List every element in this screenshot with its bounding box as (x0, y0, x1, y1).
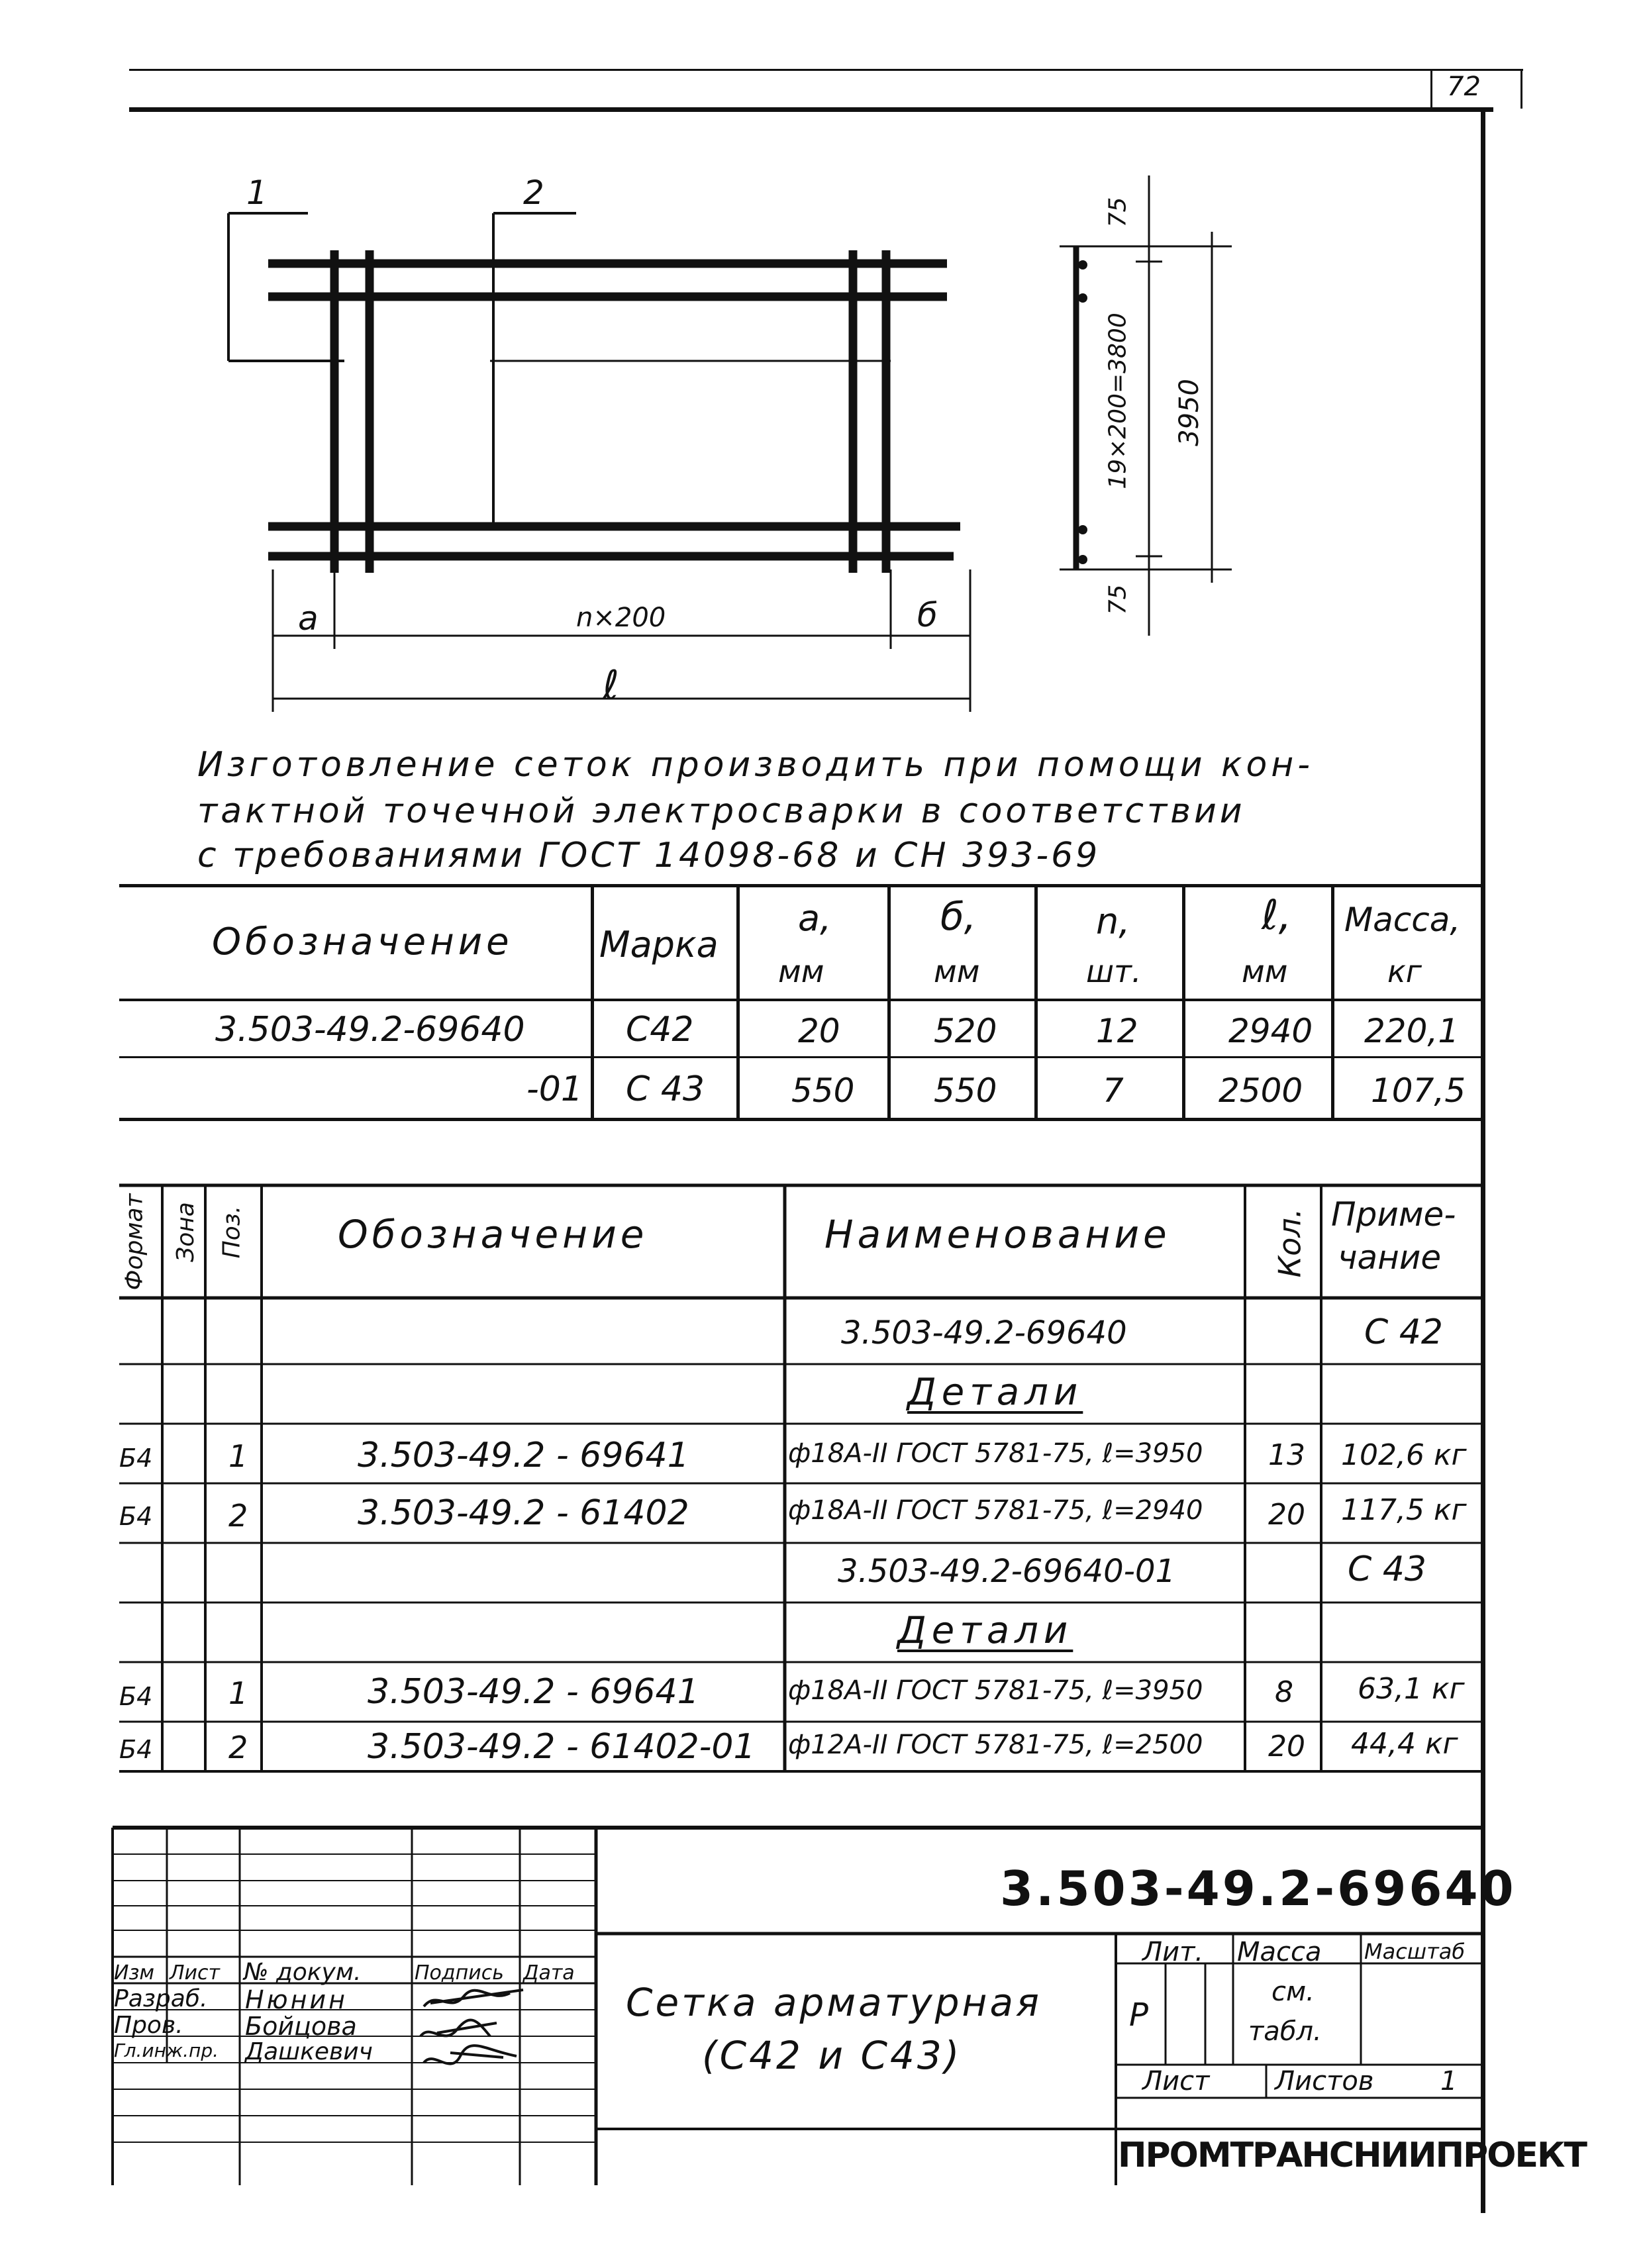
tb-mass-label: Масса (1237, 1937, 1322, 1967)
params-r2-designation: -01 (526, 1069, 583, 1109)
params-r2-a: 550 (791, 1071, 855, 1110)
tb-h-sign: Подпись (415, 1961, 504, 1985)
params-r1-designation: 3.503-49.2-69640 (215, 1010, 525, 1050)
spec-h-qty: Кол. (1271, 1208, 1308, 1278)
params-r1-l: 2940 (1228, 1012, 1313, 1050)
params-r2-mass: 107,5 (1371, 1071, 1466, 1110)
params-r1-n: 12 (1096, 1012, 1138, 1050)
spec-r2-name: Детали (907, 1371, 1083, 1414)
spec-r3-name: ф18А-II ГОСТ 5781-75, ℓ=3950 (788, 1438, 1203, 1469)
params-h-designation: Обозначение (212, 920, 513, 963)
spec-h-note-1: Приме- (1331, 1195, 1456, 1234)
params-h-b: б, (940, 894, 977, 939)
spec-r1-note: С 42 (1364, 1312, 1444, 1352)
spec-r6-name: Детали (897, 1609, 1073, 1652)
spec-r4-designation: 3.503-49.2 - 61402 (358, 1493, 689, 1533)
spec-r4-pos: 2 (228, 1498, 248, 1534)
spec-r7-pos: 1 (228, 1675, 248, 1711)
spec-r5-note: С 43 (1348, 1550, 1427, 1589)
spec-r8-pos: 2 (228, 1730, 248, 1765)
tb-name-2: Бойцова (245, 2012, 357, 2041)
spec-r4-format: Б4 (119, 1502, 153, 1531)
side-dim-mid: 19×200=3800 (1104, 313, 1132, 489)
callout-2: 2 (523, 173, 544, 212)
params-h-n-unit: шт. (1086, 954, 1142, 989)
spec-r7-qty: 8 (1275, 1675, 1293, 1709)
tb-role-3: Гл.инж.пр. (114, 2040, 219, 2061)
spec-r7-name: ф18А-II ГОСТ 5781-75, ℓ=3950 (788, 1675, 1203, 1706)
tb-h-doc: № докум. (244, 1959, 362, 1986)
tb-lit-label: Лит. (1142, 1937, 1204, 1967)
params-r2-mark: С 43 (626, 1069, 705, 1109)
callout-1: 1 (246, 173, 268, 212)
params-h-mass: Масса, (1344, 901, 1461, 939)
params-h-a: a, (798, 897, 832, 939)
spec-r3-qty: 13 (1268, 1438, 1305, 1472)
tb-scale-label: Масштаб (1364, 1939, 1466, 1964)
tb-lit-value: Р (1129, 1997, 1148, 2034)
spec-r4-name: ф18А-II ГОСТ 5781-75, ℓ=2940 (788, 1495, 1203, 1526)
spec-h-designation: Обозначение (338, 1212, 648, 1257)
spec-r8-format: Б4 (119, 1735, 153, 1764)
spec-r8-note: 44,4 кг (1351, 1727, 1458, 1761)
tb-h-izm: Изм (114, 1961, 155, 1985)
dim-n200: n×200 (576, 603, 666, 633)
side-dim-total: 3950 (1173, 379, 1205, 446)
spec-r4-note: 117,5 кг (1341, 1493, 1467, 1527)
signatures (411, 1983, 543, 2083)
params-h-mass-unit: кг (1387, 954, 1422, 989)
tb-name-1: Нюнин (245, 1985, 348, 2014)
spec-r3-designation: 3.503-49.2 - 69641 (358, 1436, 689, 1475)
params-r1-mass: 220,1 (1364, 1012, 1460, 1050)
dim-b: б (917, 596, 938, 634)
note-line-2: тактной точечной электросварки в соответствии (197, 791, 1246, 831)
spec-h-note-2: чание (1338, 1238, 1442, 1277)
tb-role-1: Разраб. (114, 1985, 208, 2012)
tb-name-3: Дашкевич (245, 2038, 373, 2065)
side-dim-top: 75 (1104, 197, 1132, 228)
tb-sheets-label: Листов (1275, 2066, 1374, 2096)
params-h-b-unit: мм (934, 954, 980, 989)
side-dim-bottom: 75 (1104, 584, 1132, 615)
note-line-3: с требованиями ГОСТ 14098-68 и СН 393-69 (197, 836, 1101, 875)
tb-title-1: Сетка арматурная (626, 1980, 1042, 2025)
spec-r1-name: 3.503-49.2-69640 (841, 1314, 1127, 1352)
params-r1-b: 520 (934, 1012, 997, 1050)
spec-r8-name: ф12А-II ГОСТ 5781-75, ℓ=2500 (788, 1730, 1203, 1760)
spec-h-name: Наименование (824, 1212, 1171, 1257)
tb-sheets-value: 1 (1440, 2066, 1458, 2096)
spec-r8-qty: 20 (1268, 1730, 1305, 1763)
note-line-1: Изготовление сеток производить при помощи кон- (197, 745, 1315, 785)
spec-r4-qty: 20 (1268, 1498, 1305, 1532)
params-r1-mark: С42 (626, 1010, 694, 1050)
sheet-number: 72 (1447, 72, 1481, 102)
tb-h-list: Лист (170, 1961, 221, 1985)
spec-h-pos: Поз. (218, 1205, 246, 1259)
spec-r3-pos: 1 (228, 1438, 248, 1474)
spec-r3-note: 102,6 кг (1341, 1438, 1467, 1472)
params-h-l: ℓ, (1262, 891, 1292, 939)
spec-r7-designation: 3.503-49.2 - 69641 (368, 1672, 699, 1712)
spec-r3-format: Б4 (119, 1444, 153, 1473)
spec-h-zone: Зона (172, 1202, 199, 1262)
params-h-n: n, (1096, 901, 1130, 942)
params-h-l-unit: мм (1242, 954, 1288, 989)
tb-h-date: Дата (523, 1961, 575, 1985)
tb-org: ПРОМТРАНСНИИПРОЕКТ (1118, 2136, 1586, 2175)
tb-mass-value-2: табл. (1248, 2016, 1322, 2047)
tb-doc-number: 3.503-49.2-69640 (1000, 1861, 1517, 1916)
params-r2-n: 7 (1103, 1071, 1124, 1110)
spec-h-format: Формат (121, 1193, 148, 1291)
tb-title-2: (С42 и С43) (702, 2033, 962, 2078)
params-h-mark: Марка (599, 924, 719, 965)
spec-r7-note: 63,1 кг (1358, 1672, 1465, 1706)
tb-mass-value-1: см. (1271, 1977, 1315, 2007)
dim-a: a (298, 599, 319, 638)
params-h-a-unit: мм (778, 954, 824, 989)
spec-r8-designation: 3.503-49.2 - 61402-01 (368, 1727, 756, 1767)
spec-r5-name: 3.503-49.2-69640-01 (838, 1553, 1176, 1590)
tb-sheet-label: Лист (1142, 2066, 1210, 2096)
tb-role-2: Пров. (114, 2012, 183, 2039)
params-r2-b: 550 (934, 1071, 997, 1110)
params-r1-a: 20 (798, 1012, 840, 1050)
dim-l: ℓ (603, 662, 619, 709)
params-r2-l: 2500 (1219, 1071, 1303, 1110)
spec-r7-format: Б4 (119, 1682, 153, 1711)
